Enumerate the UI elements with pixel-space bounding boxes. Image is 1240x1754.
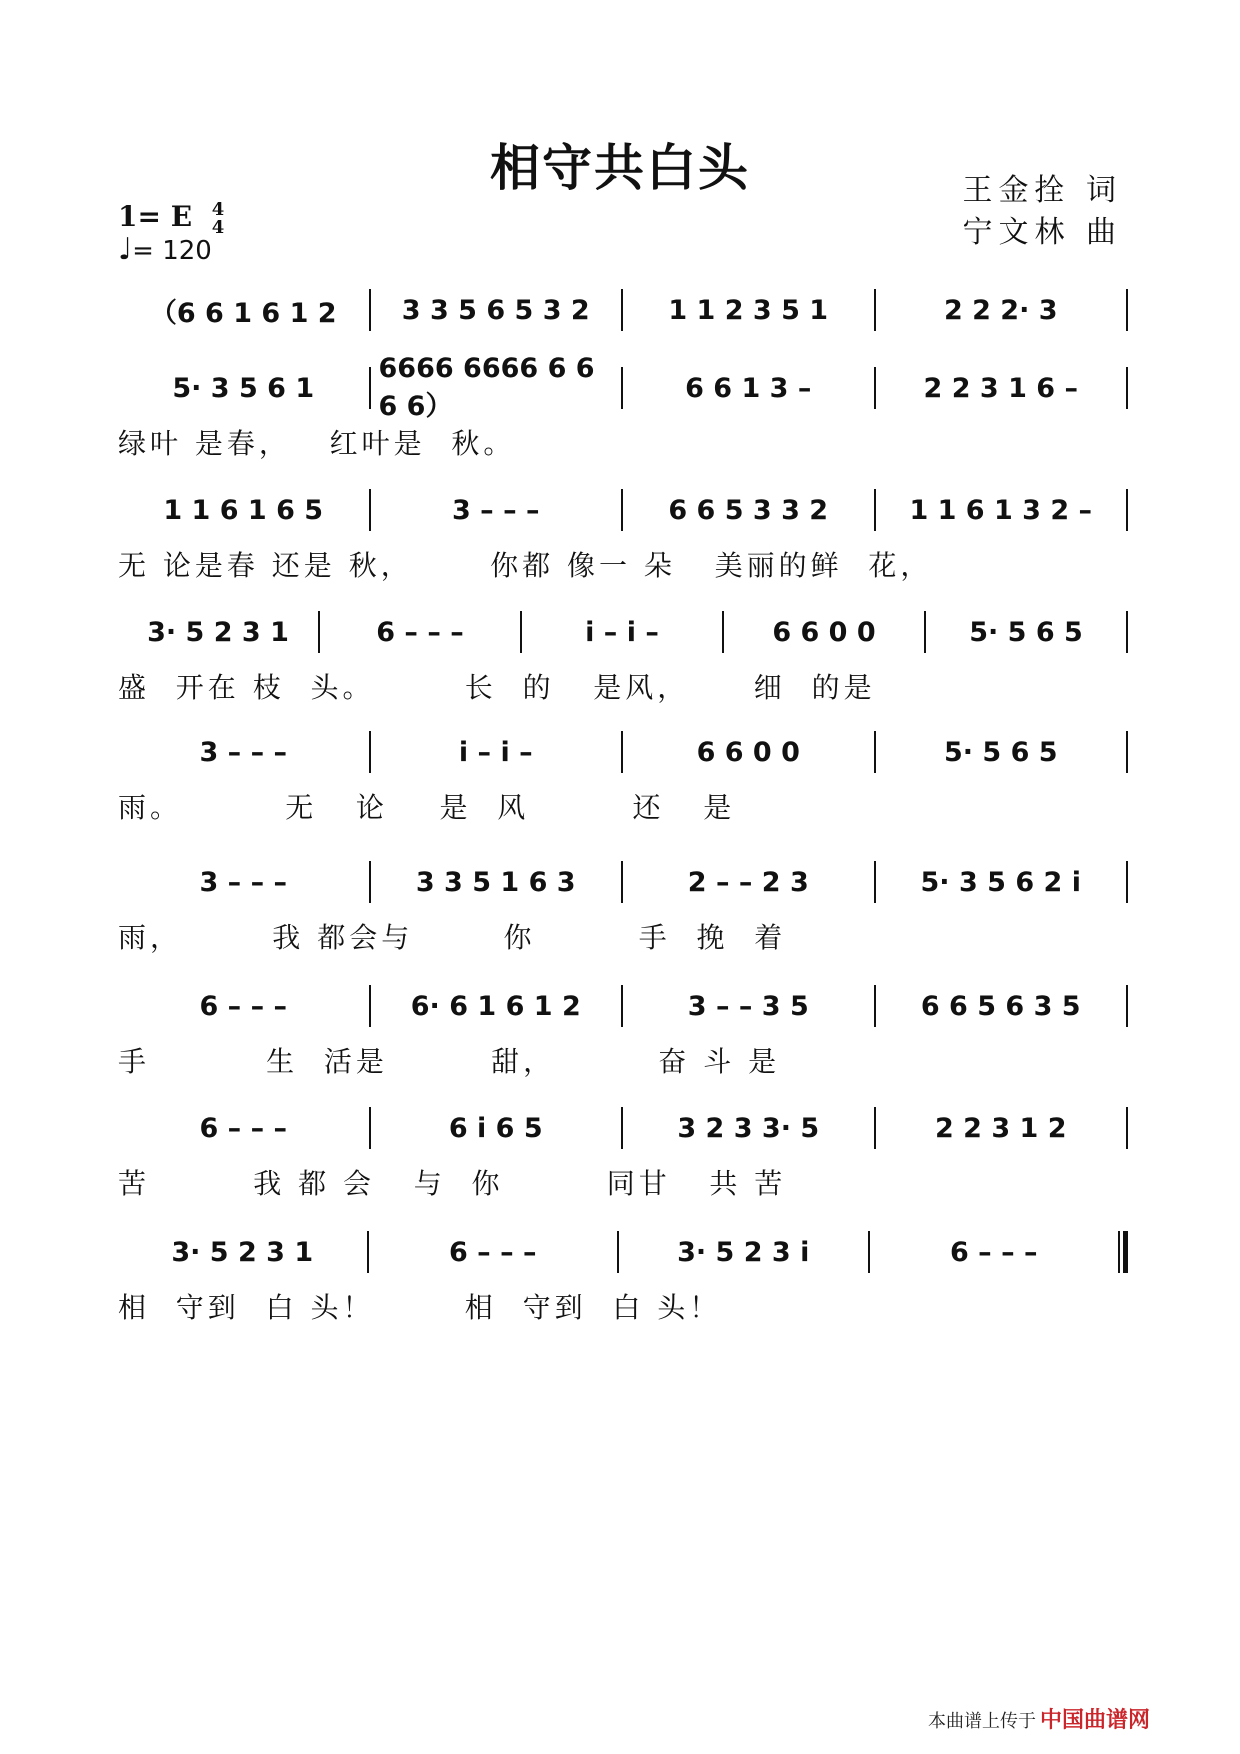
lyricist-credit: 王金拴 词 [962,173,1122,208]
measure: 6 6 1 3 – [685,372,812,404]
measure: 6 6 0 0 [772,616,876,648]
notation-row [118,1104,1128,1152]
key-label: 1= E [118,200,193,233]
barline [1126,1107,1128,1149]
notation-row [118,353,1128,422]
measure: 6 – – – [199,1112,287,1144]
measure: 6 – – – [950,1236,1038,1268]
quarter-note-icon: ♩ [118,232,133,267]
barline [1126,611,1128,653]
measure: 6 6 5 3 3 2 [668,494,829,526]
notation-row [118,858,1128,906]
notation-row [118,982,1128,1030]
measure: 3 2 3 3· 5 [677,1112,820,1144]
measure: 6 6 0 0 [696,736,800,768]
footer-brand: 中国曲谱网 [1039,1708,1150,1733]
measure: 5· 5 6 5 [969,616,1083,648]
page-title: 相守共白头 [490,139,750,197]
measure: i – i – [585,616,659,648]
measure: 3 3 5 1 6 3 [415,866,576,898]
music-system [118,286,1128,346]
measure: 2 2 2· 3 [943,294,1058,326]
music-system [118,728,1128,824]
notation-row [118,486,1128,534]
lyrics-line: 雨。 无 论 是 风 还 是 [118,791,736,824]
final-barline [1118,1231,1128,1273]
measure: 2 2 3 1 2 [934,1112,1067,1144]
barline [1126,489,1128,531]
notation-row [118,608,1128,656]
measure: 5· 3 5 6 1 [172,372,315,404]
lyrics-line: 苦 我 都 会 与 你 同甘 共 苦 [118,1167,787,1200]
measure: 3 3 5 6 5 3 2 [401,294,590,326]
time-signature-top: 4 [211,198,225,220]
measure: 6 – – – [376,616,464,648]
music-system [118,858,1128,954]
time-signature [211,198,225,238]
lyrics-line: 绿叶 是春， 红叶是 秋。 [118,427,516,460]
notation-row [118,286,1128,334]
barline [1126,985,1128,1027]
measure: 2 2 3 1 6 – [923,372,1078,404]
music-system [118,1228,1128,1324]
lyrics-line: 相 守到 白 头！ 相 守到 白 头！ [118,1291,722,1324]
measure: 3· 5 2 3 i [677,1236,810,1268]
barline [1126,289,1128,331]
tempo-marking [118,232,212,267]
measure: 6 i 6 5 [448,1112,543,1144]
barline [1126,367,1128,409]
measure: 6666 6666 6 6 6 6） [378,353,595,422]
measure: 3 – – – [199,866,287,898]
footer [928,1703,1150,1734]
measure: 1 1 2 3 5 1 [668,294,829,326]
measure: i – i – [458,736,533,768]
notation-row [118,1228,1128,1276]
music-system [118,1104,1128,1200]
composer-credit: 宁文林 曲 [962,215,1122,250]
measure: 1 1 6 1 6 5 [163,494,324,526]
lyrics-line: 无 论是春 还是 秋， 你都 像一 朵 美丽的鲜 花， [118,549,933,582]
music-system [118,353,1128,460]
measure: 5· 5 6 5 [943,736,1058,768]
measure: 3 – – – [452,494,540,526]
notation-row [118,728,1128,776]
footer-text: 本曲谱上传于 [927,1711,1036,1732]
barline [1126,861,1128,903]
credits [962,170,1122,254]
music-system [118,486,1128,582]
measure: 3· 5 2 3 1 [147,616,289,648]
measure: （6 6 1 6 1 2 [149,297,337,329]
lyrics-line: 盛 开在 枝 头。 长 的 是风， 细 的是 [118,671,876,704]
measure: 2 – – 2 3 [687,866,809,898]
tempo-value: = 120 [132,236,212,266]
music-system [118,982,1128,1078]
measure: 6 – – – [199,990,287,1022]
lyrics-line: 雨， 我 都会与 你 手 挽 着 [118,921,787,954]
music-system [118,608,1128,704]
barline [1126,731,1128,773]
measure: 6 – – – [449,1236,537,1268]
measure: 3· 5 2 3 1 [171,1236,314,1268]
measure: 6 6 5 6 3 5 [920,990,1081,1022]
measure: 3 – – 3 5 [687,990,809,1022]
measure: 1 1 6 1 3 2 – [909,494,1093,526]
measure: 5· 3 5 6 2 i [920,866,1081,898]
measure: 6· 6 1 6 1 2 [410,990,581,1022]
measure: 3 – – – [199,736,287,768]
lyrics-line: 手 生 活是 甜， 奋 斗 是 [118,1045,781,1078]
time-signature-bottom: 4 [211,216,225,238]
